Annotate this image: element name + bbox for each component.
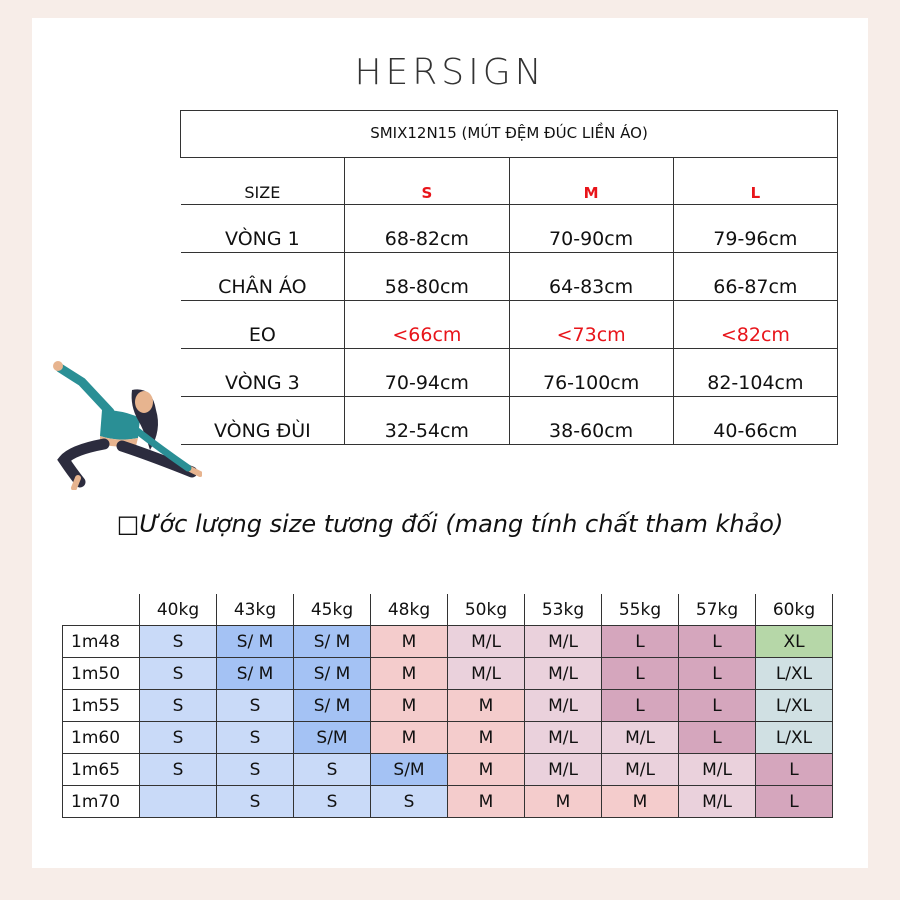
weight-header: 40kg	[140, 594, 217, 626]
height-header: 1m50	[63, 658, 140, 690]
weight-header: 57kg	[679, 594, 756, 626]
weight-header: 60kg	[756, 594, 833, 626]
size-header-l: L	[673, 158, 837, 205]
size-cell: S	[140, 626, 217, 658]
measure-label: CHÂN ÁO	[181, 253, 345, 301]
grid-row	[63, 658, 833, 690]
size-header-label: SIZE	[181, 158, 345, 205]
size-cell: M	[371, 690, 448, 722]
size-cell: S	[217, 754, 294, 786]
size-cell: L	[679, 626, 756, 658]
size-cell: S/ M	[217, 626, 294, 658]
grid-corner-cell	[63, 594, 140, 626]
size-cell: S	[217, 786, 294, 818]
size-cell: XL	[756, 626, 833, 658]
size-estimate-grid	[62, 594, 833, 818]
size-table-header	[181, 158, 838, 205]
size-cell: M/L	[525, 658, 602, 690]
measure-value: 79-96cm	[673, 205, 837, 253]
size-cell: L	[602, 626, 679, 658]
size-cell: M	[371, 626, 448, 658]
size-cell: S	[371, 786, 448, 818]
weight-header: 43kg	[217, 594, 294, 626]
measure-value: 40-66cm	[673, 397, 837, 445]
measure-value: 82-104cm	[673, 349, 837, 397]
size-header-s: S	[345, 158, 509, 205]
weight-header: 45kg	[294, 594, 371, 626]
size-cell: L	[679, 658, 756, 690]
size-estimate-subtitle	[0, 510, 900, 538]
weight-header: 50kg	[448, 594, 525, 626]
size-cell: S	[294, 786, 371, 818]
size-cell: S	[140, 690, 217, 722]
brand-logo: HERSIGN	[354, 52, 546, 93]
measure-label: VÒNG ĐÙI	[181, 397, 345, 445]
size-row	[181, 349, 838, 397]
size-cell: S	[217, 722, 294, 754]
grid-row	[63, 690, 833, 722]
size-cell: M/L	[525, 690, 602, 722]
size-cell: S/ M	[294, 690, 371, 722]
size-cell: S/ M	[294, 626, 371, 658]
weight-header: 55kg	[602, 594, 679, 626]
size-cell: S	[140, 658, 217, 690]
size-cell: L	[602, 658, 679, 690]
yoga-woman-illustration	[52, 360, 202, 490]
size-cell: S	[140, 754, 217, 786]
size-cell: S	[217, 690, 294, 722]
size-row	[181, 301, 838, 349]
weight-header: 48kg	[371, 594, 448, 626]
measure-value: 58-80cm	[345, 253, 509, 301]
size-cell: M	[448, 690, 525, 722]
box-icon: □	[116, 510, 140, 538]
grid-header-row	[63, 594, 833, 626]
size-header-m: M	[509, 158, 673, 205]
size-cell: S	[140, 722, 217, 754]
measure-value: 66-87cm	[673, 253, 837, 301]
size-row	[181, 397, 838, 445]
measure-value: <73cm	[509, 301, 673, 349]
size-cell: L	[756, 786, 833, 818]
size-cell: L	[679, 722, 756, 754]
size-cell: M	[448, 786, 525, 818]
size-cell: M	[371, 658, 448, 690]
size-cell: M/L	[448, 626, 525, 658]
size-cell: L	[679, 690, 756, 722]
size-cell: M/L	[679, 786, 756, 818]
measure-label: EO	[181, 301, 345, 349]
size-table	[180, 110, 838, 445]
grid-row	[63, 722, 833, 754]
size-row	[181, 205, 838, 253]
subtitle-text: Ước lượng size tương đối (mang tính chất tham khảo)	[139, 510, 784, 538]
grid-row	[63, 754, 833, 786]
grid-row	[63, 786, 833, 818]
size-cell: M/L	[602, 722, 679, 754]
height-header: 1m65	[63, 754, 140, 786]
size-cell: M/L	[525, 626, 602, 658]
size-cell: M	[602, 786, 679, 818]
size-cell: S/ M	[294, 658, 371, 690]
size-cell: M	[448, 722, 525, 754]
measure-value: 68-82cm	[345, 205, 509, 253]
height-header: 1m70	[63, 786, 140, 818]
size-cell: L/XL	[756, 658, 833, 690]
measure-value: 70-90cm	[509, 205, 673, 253]
measure-value: 70-94cm	[345, 349, 509, 397]
size-cell: M/L	[602, 754, 679, 786]
size-cell: M/L	[525, 722, 602, 754]
measure-value: 32-54cm	[345, 397, 509, 445]
height-header: 1m48	[63, 626, 140, 658]
size-cell: S	[294, 754, 371, 786]
size-cell: M/L	[679, 754, 756, 786]
grid-row	[63, 626, 833, 658]
size-cell: L/XL	[756, 690, 833, 722]
size-cell: S/M	[371, 754, 448, 786]
size-cell: M	[371, 722, 448, 754]
size-cell: L	[756, 754, 833, 786]
size-cell: M	[525, 786, 602, 818]
measure-value: 38-60cm	[509, 397, 673, 445]
size-cell: M/L	[525, 754, 602, 786]
measure-value: 64-83cm	[509, 253, 673, 301]
size-cell: L/XL	[756, 722, 833, 754]
size-cell: S/M	[294, 722, 371, 754]
measure-value: <82cm	[673, 301, 837, 349]
size-cell	[140, 786, 217, 818]
measure-value: <66cm	[345, 301, 509, 349]
height-header: 1m55	[63, 690, 140, 722]
weight-header: 53kg	[525, 594, 602, 626]
height-header: 1m60	[63, 722, 140, 754]
size-table-title: SMIX12N15 (MÚT ĐỆM ĐÚC LIỀN ÁO)	[181, 111, 838, 158]
size-cell: L	[602, 690, 679, 722]
size-cell: M	[448, 754, 525, 786]
measure-value: 76-100cm	[509, 349, 673, 397]
measure-label: VÒNG 3	[181, 349, 345, 397]
size-cell: M/L	[448, 658, 525, 690]
size-cell: S/ M	[217, 658, 294, 690]
measure-label: VÒNG 1	[181, 205, 345, 253]
size-row	[181, 253, 838, 301]
